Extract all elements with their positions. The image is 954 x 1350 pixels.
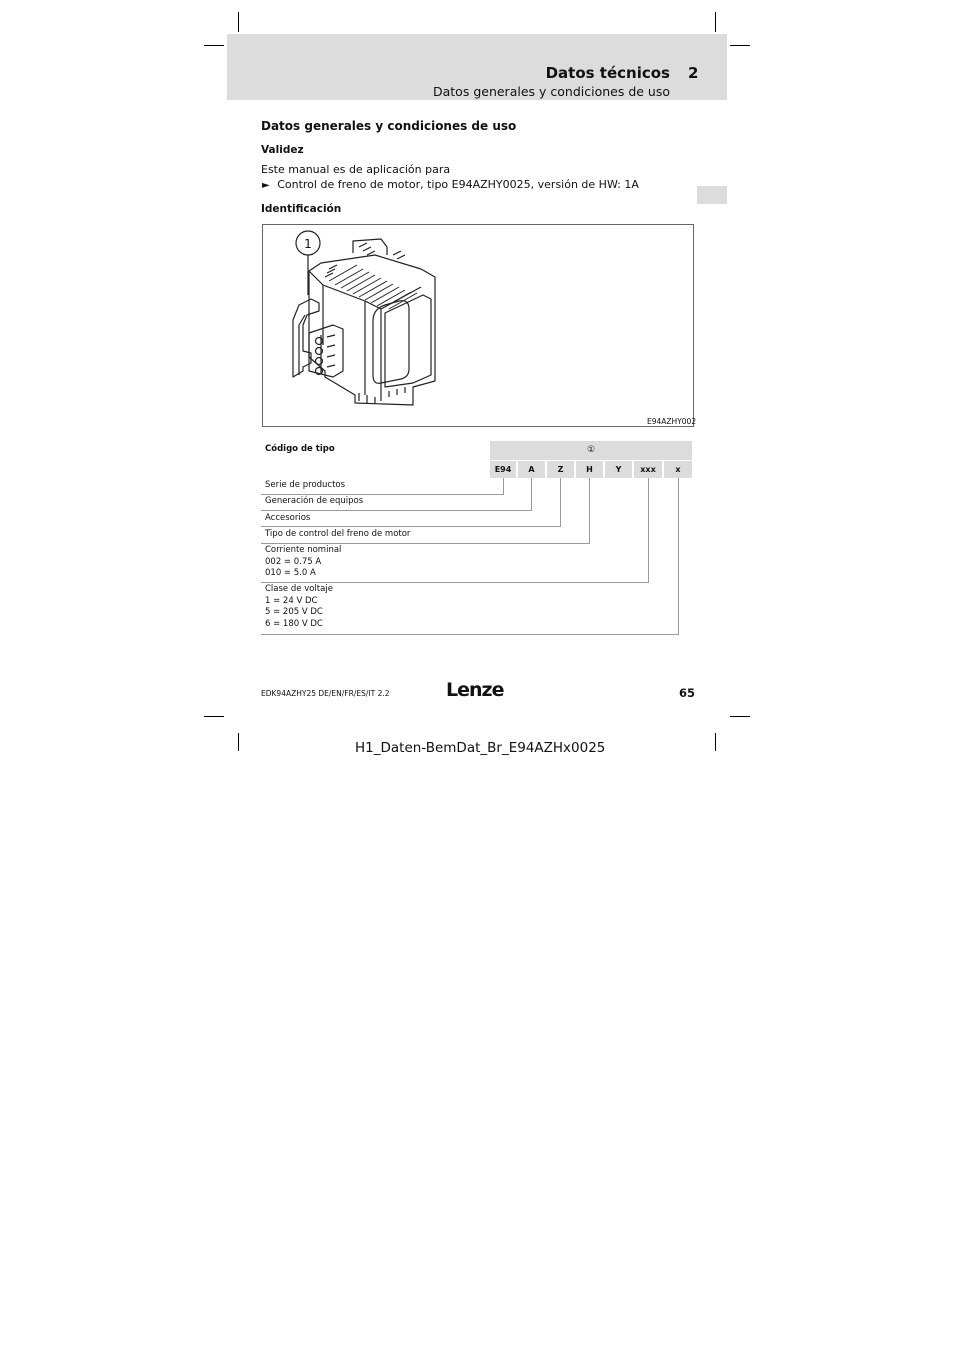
figure-callout-number: 1 bbox=[304, 237, 312, 251]
type-code-cell: Z bbox=[547, 461, 574, 478]
crop-mark bbox=[238, 12, 239, 32]
device-drawing bbox=[263, 225, 692, 425]
crop-mark bbox=[730, 45, 750, 46]
validity-bullet-text: Control de freno de motor, tipo E94AZHY0025, versión de HW: 1A bbox=[277, 178, 639, 191]
crop-mark bbox=[204, 716, 224, 717]
row-label-accessories: Accesorios bbox=[265, 513, 311, 523]
code-connector bbox=[531, 478, 532, 511]
code-connector bbox=[648, 478, 649, 583]
chapter-title: Datos técnicos bbox=[545, 64, 670, 82]
row-label-product-series: Serie de productos bbox=[265, 480, 346, 490]
type-code-cell: H bbox=[576, 461, 603, 478]
row-divider bbox=[261, 582, 649, 583]
device-figure bbox=[262, 224, 697, 427]
crop-mark bbox=[204, 45, 224, 46]
voltage-class-option: 5 = 205 V DC bbox=[265, 607, 323, 617]
section-title: Datos generales y condiciones de uso bbox=[261, 119, 517, 133]
voltage-class-option: 1 = 24 V DC bbox=[265, 595, 318, 606]
type-code-title: Código de tipo bbox=[265, 444, 335, 454]
code-connector bbox=[503, 478, 504, 495]
triangle-bullet-icon: ► bbox=[262, 180, 270, 191]
rated-current-title: Corriente nominal bbox=[265, 545, 342, 555]
rated-current-option: 002 = 0.75 A bbox=[265, 556, 322, 567]
row-divider bbox=[261, 526, 561, 527]
identification-heading: Identificación bbox=[261, 203, 342, 215]
row-divider bbox=[261, 510, 532, 511]
crop-mark bbox=[715, 12, 716, 32]
crop-mark bbox=[715, 733, 716, 751]
type-code-cell: xxx bbox=[634, 461, 662, 478]
row-divider bbox=[261, 494, 503, 495]
validity-heading: Validez bbox=[261, 144, 304, 156]
chapter-subtitle: Datos generales y condiciones de uso bbox=[433, 84, 670, 99]
figure-id: E94AZHY002 bbox=[647, 417, 697, 426]
row-divider bbox=[261, 543, 590, 544]
type-code-header: ① bbox=[490, 441, 692, 460]
lenze-logo: Lenze bbox=[446, 679, 504, 701]
row-label-device-generation: Generación de equipos bbox=[265, 496, 364, 506]
row-label-brake-control-type: Tipo de control del freno de motor bbox=[265, 529, 411, 539]
type-code-cell: A bbox=[518, 461, 545, 478]
voltage-class-title: Clase de voltaje bbox=[265, 584, 333, 594]
voltage-class-option: 6 = 180 V DC bbox=[265, 618, 323, 629]
page-number: 65 bbox=[679, 686, 696, 700]
crop-mark bbox=[238, 733, 239, 751]
footer-doc-code: EDK94AZHY25 DE/EN/FR/ES/IT 2.2 bbox=[261, 689, 390, 698]
chapter-tab-marker bbox=[697, 186, 727, 204]
code-connector bbox=[560, 478, 561, 527]
file-name: H1_Daten-BemDat_Br_E94AZHx0025 bbox=[355, 740, 606, 756]
crop-mark bbox=[730, 716, 750, 717]
code-connector bbox=[589, 478, 590, 544]
type-code-cell: x bbox=[664, 461, 692, 478]
rated-current-option: 010 = 5.0 A bbox=[265, 568, 316, 578]
row-divider bbox=[261, 634, 679, 635]
validity-intro: Este manual es de aplicación para bbox=[261, 163, 451, 176]
row-label-voltage-class bbox=[265, 584, 333, 630]
validity-bullet bbox=[262, 178, 639, 191]
chapter-number: 2 bbox=[688, 64, 699, 82]
type-code-cell: E94 bbox=[490, 461, 516, 478]
row-label-rated-current bbox=[265, 545, 341, 580]
code-connector bbox=[678, 478, 679, 635]
type-code-cell: Y bbox=[605, 461, 632, 478]
